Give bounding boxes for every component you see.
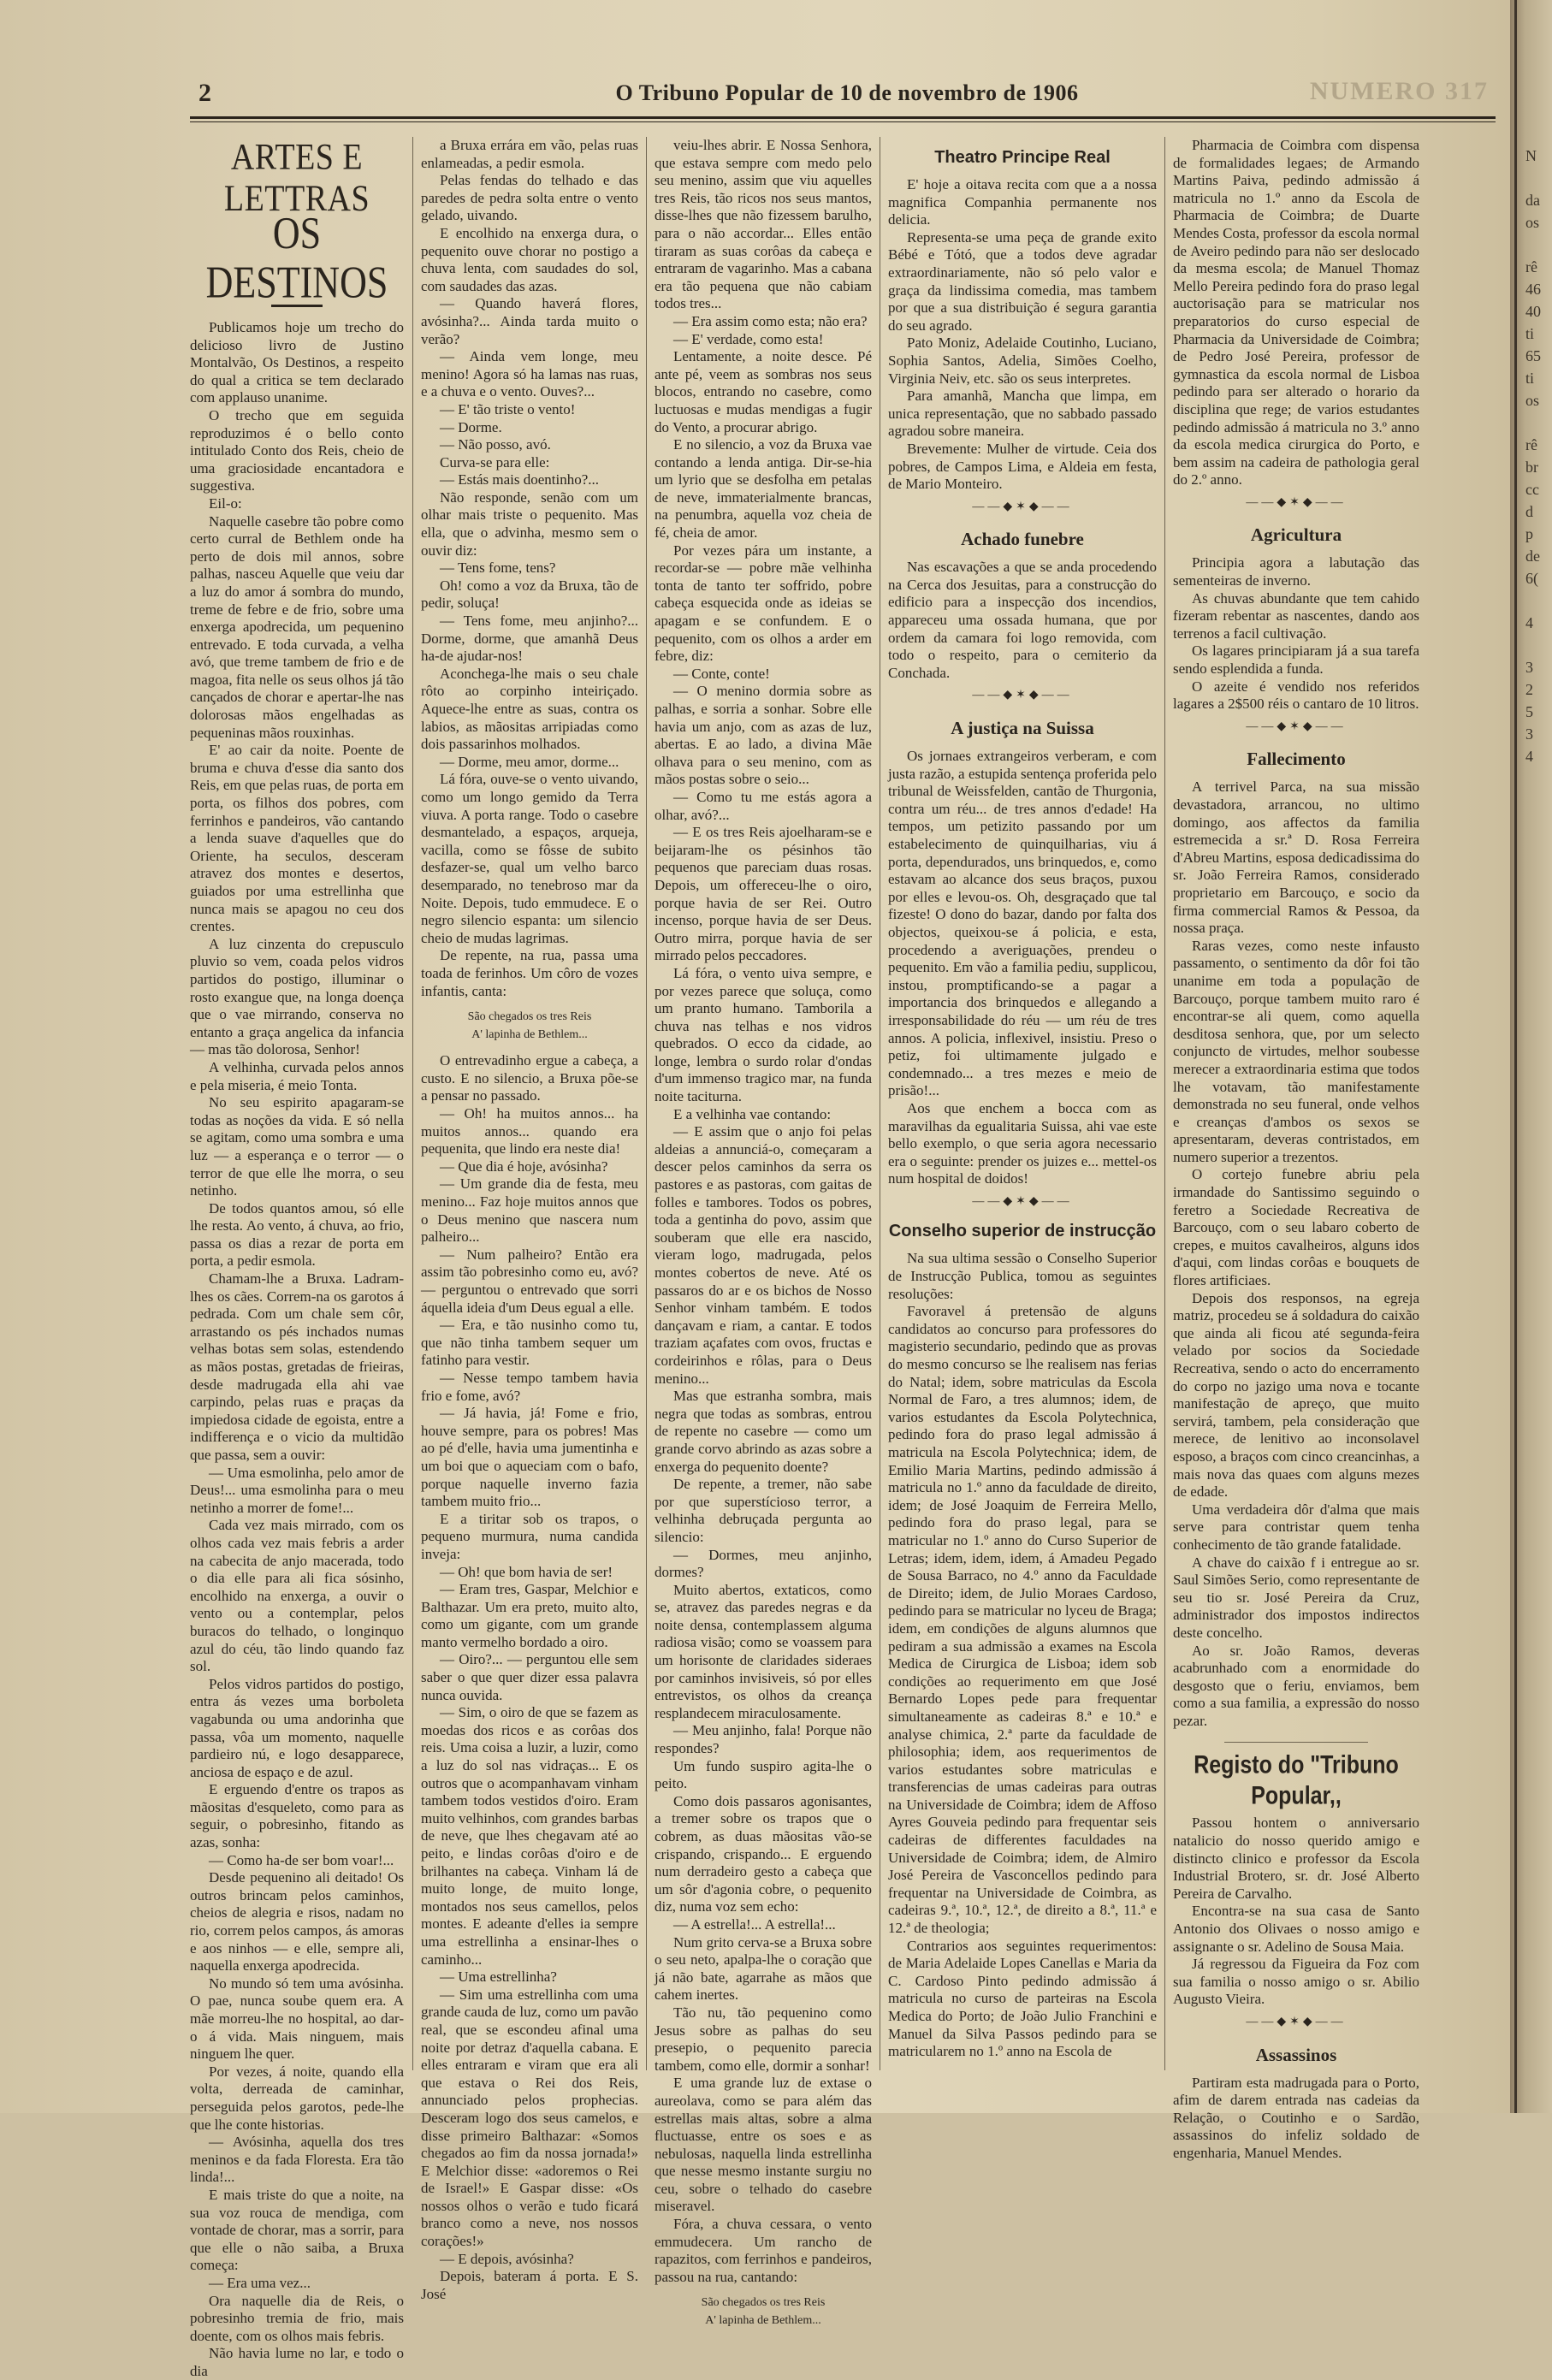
paragraph: Aconchega-lhe mais o seu chale rôto ao corpinho inteiriçado. Aquece-lhe entre as suas, contra os labios, as mãositas arripiadas como dois passarinhos molhados. <box>421 665 638 753</box>
paragraph: Por vezes, á noite, quando ella volta, derreada de caminhar, perseguida pelos garotos, pede-lhe que lhe conte historias. <box>190 2063 404 2133</box>
header-rule-thick <box>190 116 1496 119</box>
edge-fragment: 5 <box>1525 703 1533 720</box>
paragraph: — Era uma vez... <box>209 2274 311 2291</box>
paragraph: Na sua ultima sessão o Conselho Superior de Instrucção Publica, tomou as seguintes resoluções: <box>888 1250 1157 1302</box>
article-body <box>190 319 404 2380</box>
paragraph: Lá fóra, ouve-se o vento uivando, como um longo gemido da Terra viuva. A porta range. Todo o casebre desmantelado, a espaços, arqueja, vacilla, como se fôsse de subito desfazer-se, qual um velho barco desemparado, no tenebroso mar da Noite. Depois, tudo emmudece. E o negro silencio espanta: um silencio cheio de mudas lagrimas. <box>421 771 638 946</box>
paragraph: Favoravel á pretensão de alguns candidatos ao concurso para professores do magisterio secundario, pedindo que as provas do mesmo concurso se lhe realisem nas ferias do Natal; idem, sobre matriculas da Escola Normal de Faro, a tres alumnos; idem, de varios estudantes da Escola Polytechnica, pedindo fora do praso legal admissão á matricula na Escola Polytechnica; idem, de Emilio Maria Martins, pedindo admissão á matricula no 1.º anno da faculdade de direito, idem; de José Joaquim de Ferreira Mello, pedindo fora do praso legal, para se matricular no 1.º anno do Curso Superior de Letras; idem, idem, idem, á Amadeu Pegado de Sousa Barraco, no 4.º anno da Faculdade de Direito; idem, de Julio Moraes Cardoso, pedindo para se matricular no lyceu de Braga; idem, em condições de alguns alumnos que pediram a sua admissão a exames na Escola Medica de Cirurgica de Lisboa; idem sob condições ao requerimento em que José Bernardo Lopes pede para frequentar simultaneamente as cadeiras 8.ª e 10.ª e analyse chimica, 2.ª parte da faculdade de philosophia; idem, aos requerimentos de varios estudantes sobre matriculas e transferencias de umas cadeiras para outras na Universidade de Coimbra; idem de Affoso Ayres Gouveia pedindo para frequentar seis cadeiras de differentes faculdades na Universidade de Coimbra; idem, de Almiro José Pereira de Vasconcellos pedindo para frequentar na Universidade de Coimbra, as cadeiras 9.ª, 10.ª, 12.ª, de direito a 8.ª, 11.ª e 12.ª de theologia; <box>888 1303 1157 1937</box>
paragraph: E' hoje a oitava recita com que a a nossa magnifica Companhia permanente nos delicia. <box>888 176 1157 228</box>
paragraph: Muito abertos, extaticos, como se, atravez das paredes negras e da noite densa, contemplassem alguma radiosa visão; como se voassem para um horisonte de claridades sideraes por caminhos invisiveis, só por elles entrevistos, os olhos da creança resplandecem miraculosamente. <box>655 1581 872 1721</box>
paragraph: — Um grande dia de festa, meu menino... Faz hoje muitos annos que o Deus menino que nascera num palheiro... <box>421 1175 638 1246</box>
paragraph: Passou hontem o anniversario natalicio do nosso querido amigo e distincto clinico e professor da Escola Industrial Brotero, sr. dr. José Alberto Pereira de Carvalho. <box>1173 1815 1419 1902</box>
paragraph: E a velhinha vae contando: <box>673 1105 832 1122</box>
paragraph: veiu-lhes abrir. E Nossa Senhora, que estava sempre com medo pelo seu menino, assim que viu aquelles tres Reis, tão ricos nos seus mantos, disse-lhes que não fizessem barulho, para o não accordar... Elles então tiraram as suas corôas da cabeça e entraram de vagarinho. Mas a cabana era tão pequena que não cabiam todos tres... <box>655 137 872 312</box>
paragraph: — Uma estrellinha? <box>440 1969 557 1986</box>
article-body-continued <box>655 137 872 2330</box>
paragraph: Pelas fendas do telhado e das paredes de pedra solta entre o vento gelado, uivando. <box>421 172 638 224</box>
paragraph: O trecho que em seguida reproduzimos é o bello conto intitulado Conto dos Reis, cheio de uma graciosidade encantadora e suggestiva. <box>190 406 404 494</box>
edge-fragment: da <box>1525 192 1540 209</box>
paragraph: Ora naquelle dia de Reis, o pobresinho tremia de frio, mais doente, com os olhos mais febris. <box>190 2292 404 2344</box>
edge-fragment: ti <box>1525 325 1535 342</box>
paragraph: — E assim que o anjo foi pelas aldeias a annunciá-o, começaram a descer pelos caminhos da serra os pastores e as pastoras, com gaitas de folles e tambores. Todos os pobres, toda a gentinha do povo, assim que souberam que elle era nascido, vieram logo, madrugada, pelos montes cobertos de neve. Até os passaros do ar e os bichos de Nosso Senhor vinham também. E todos dançavam e riam, a cantar. E todos traziam açafates com ovos, fructas e cordeirinhos e rôlas, para o Deus menino... <box>655 1123 872 1387</box>
ornament-divider: ——◆✶◆—— <box>1246 495 1347 509</box>
paragraph: Aos que enchem a bocca com as maravilhas da egualitaria Suissa, ahi vae este bello exemplo, o que seria agora necessario era o seguinte: prender os juizes e... mettel-os num hospital de doidos! <box>888 1099 1157 1187</box>
edge-fragment: 6( <box>1525 570 1538 587</box>
paragraph: Contrarios aos seguintes requerimentos: de Maria Adelaide Lopes Canellas e Maria da C. Cardoso Pinto pedindo admissão á matricula no curso de parteiras na Escola Medica do Porto; de João Julio Franchini e Manuel da Silva Passos pedindo para se matricularem no 1.º anno na Escola de <box>888 1937 1157 2060</box>
paragraph: A terrivel Parca, na sua missão devastadora, arrancou, no ultimo domingo, aos affectos da familia estremecida a sr.ª D. Rosa Ferreira d'Abreu Martins, esposa dedicadissima do sr. João Ferreira Ramos, considerado proprietario em Barcouço, e socio da firma commercial Ramos & Pessoa, da nossa praça. <box>1173 779 1419 937</box>
column-3 <box>655 137 872 2328</box>
paragraph: A velhinha, curvada pelos annos e pela miseria, é meio Tonta. <box>190 1058 404 1093</box>
paragraph: E encolhido na enxerga dura, o pequenito ouve chorar no postigo a chuva lenta, com saudades do sol, com saudades das azas. <box>421 224 638 294</box>
masthead-title: O Tribuno Popular de 10 de novembro de 1906 <box>615 80 1079 105</box>
paragraph: Oh! como a voz da Bruxa, tão de pedir, soluça! <box>421 577 638 612</box>
theatro-body <box>888 176 1157 494</box>
edge-fragment: p <box>1525 525 1533 542</box>
edge-fragment: 40 <box>1525 303 1541 320</box>
paragraph: — Era assim como esta; não era? <box>673 312 868 329</box>
paragraph: Curva-se para elle: <box>440 453 550 471</box>
gutter-line <box>1514 0 1517 2113</box>
paragraph: — Num palheiro? Então era assim tão pobresinho como eu, avó? — perguntou o entrevado que sorri áquella ideia d'um Deus egual a elle. <box>421 1246 638 1316</box>
edge-fragment: cc <box>1525 481 1539 498</box>
ornament-divider: ——◆✶◆—— <box>1246 2016 1347 2028</box>
paragraph: A chave do caixão f i entregue ao sr. Saul Simões Serio, como representante de seu tio sr. José Pereira da Cruz, administrador dos impostos indirectos deste concelho. <box>1173 1554 1419 1641</box>
paragraph: — Sim, o oiro de que se fazem as moedas dos ricos e as corôas dos reis. Uma coisa a luzir, a luzir, como a luz do sol nas vidraças... E os outros que o acompanhavam vinham tambem todos vestidos d'oiro. Eram muito velhinhos, com grandes barbas de neve, que lhes chegavam até ao peito, e lindas corôas d'oiro e de brilhantes na cabeça. Vinham lá de muito longe, de muito longe, montados nos seus camellos, pelos montes. E adeante d'elles ia sempre uma estrellinha a ensinar-lhes o caminho... <box>421 1704 638 1968</box>
paragraph: Como dois passaros agonisantes, a tremer sobre os trapos que o cobrem, as duas mãositas vão-se crispando, crispando... E erguendo num derradeiro gesto a cabeça que um sôr d'agonia cobre, o pequenito diz, numa voz sem echo: <box>655 1792 872 1915</box>
paragraph: — Avósinha, aquella dos tres meninos e da fada Floresta. Era tão linda!... <box>190 2134 404 2186</box>
paragraph: — Nesse tempo tambem havia frio e fome, avó? <box>421 1369 638 1404</box>
paragraph: No mundo só tem uma avósinha. O pae, nunca soube quem era. A mãe morreu-lhe no hospital, ao dar-o á vida. Mais ninguem, mais ninguem lhe quer. <box>190 1974 404 2063</box>
column-1 <box>190 136 404 2379</box>
paragraph: — Já havia, já! Fome e frio, houve sempre, para os pobres! Mas ao pé d'elle, havia uma jumentinha e um boi que o aqueciam com o bafo, porque naquelle inverno fazia tambem muito frio... <box>421 1405 638 1510</box>
column-divider <box>412 137 413 2070</box>
edge-fragment: 3 <box>1525 725 1533 743</box>
assassinos-body <box>1173 2075 1419 2163</box>
paragraph: Lentamente, a noite desce. Pé ante pé, veem as sombras nos seus blocos, entrando no casebre, como luctuosas e mudas mendigas a fugir do Vento, a procurar abrigo. <box>655 348 872 435</box>
paragraph: E' ao cair da noite. Poente de bruma e chuva d'esse dia santo dos Reis, em que pelas ruas, de porta em porta, os filhos dos pobres, com ferrinhos e pandeiros, vão cantando a lenda suave d'aquelles que do Oriente, ha seculos, desceram atravez dos montes e desertos, guiados por uma estrellinha que nunca mais se apagou no ceu dos crentes. <box>190 742 404 935</box>
paragraph: — Sim uma estrellinha com uma grande cauda de luz, como um pavão real, que se escondeu afinal uma noite por detraz d'aquella cabana. E elles entraram e viram que era ali que estava o Rei dos Reis, annunciado pelos prophecias. Desceram logo dos seus camelos, e disse primeiro Balthazar: «Somos chegados ao fim da nossa jornada!» E Melchior disse: «adoremos o Rei de Israel!» E Gaspar disse: «Os nossos olhos o verão e tudo ficará branco como a neve, nos nossos corações!» <box>421 1986 638 2250</box>
fallecimento-heading: Fallecimento <box>1247 749 1346 770</box>
ornament-divider: ——◆✶◆—— <box>972 1194 1073 1208</box>
paragraph: Pelos vidros partidos do postigo, entra ás vezes uma borboleta vagabunda ou uma andorinha que passa, vôa um momento, naquelle pardieiro nú, e logo desapparece, anciosa de espaço e de azul. <box>190 1675 404 1780</box>
paragraph: — A estrella!... A estrella!... <box>673 1915 836 1933</box>
paragraph: Ao sr. João Ramos, deveras acabrunhado com a enormidade do desgosto que o feriu, enviamos, bem como a sua familia, a expressão do nosso pezar. <box>1173 1642 1419 1729</box>
section-rule <box>1224 1742 1368 1743</box>
paragraph: — Dorme. <box>440 418 502 435</box>
paragraph: — Uma esmolinha, pelo amor de Deus!... uma esmolinha para o meu netinho a morrer de fome!... <box>190 1464 404 1516</box>
paragraph: Principia agora a labutação das sementeiras de inverno. <box>1173 554 1419 589</box>
paragraph: São chegados os tres Reis A' lapinha de Bethlem... <box>701 2296 826 2328</box>
edge-fragment: 46 <box>1525 281 1541 298</box>
paragraph: E uma grande luz de extase o aureolava, como se para além das estrellas mais altas, sobre a alma fluctuasse, entre os soes e as nebulosas, naquella linda estrellinha que nesse mesmo instante surgiu no ceu, sobre o telhado do casebre miseravel. <box>655 2075 872 2215</box>
agricultura-heading: Agricultura <box>1250 524 1342 546</box>
paragraph: O cortejo funebre abriu pela irmandade do Santissimo seguindo o feretro a Sociedade Recreativa de Barcouço, com o seu labaro coberto de crepes, e muitos cavalheiros, alguns idos d'aqui, com lindas corôas e bouquets de flores artificiaes. <box>1173 1166 1419 1289</box>
conselho-heading: Conselho superior de instrucção <box>888 1222 1157 1241</box>
paragraph: De todos quantos amou, só elle lhe resta. Ao vento, á chuva, ao frio, passa os dias a rezar de porta em porta, a pedir esmola. <box>190 1199 404 1270</box>
paragraph: Chamam-lhe a Bruxa. Ladram-lhes os cães. Correm-na os garotos á pedrada. Com um chale sem côr, arrastando os pés inchados numas velhas botas sem solas, estendendo as mãos postas, gretadas de frieiras, desde madrugada ella ahi vae carpindo, pelas ruas e praças da impiedosa cidade de egoista, entre a indifferença e o vicio da multidão que passa, sem a ouvir: <box>190 1270 404 1463</box>
justica-body <box>888 748 1157 1188</box>
paragraph: As chuvas abundante que tem cahido fizeram rebentar as nascentes, dando aos terrenos a facil cultivação. <box>1173 589 1419 642</box>
achado-heading: Achado funebre <box>961 529 1084 550</box>
paragraph: — E' verdade, como esta! <box>673 330 824 347</box>
paragraph: O entrevadinho ergue a cabeça, a custo. E no silencio, a Bruxa põe-se a pensar no passado. <box>421 1052 638 1104</box>
theatro-heading: Theatro Principe Real <box>934 148 1111 167</box>
column-5 <box>1173 137 1419 2161</box>
article-body-continued <box>421 137 638 2303</box>
paragraph: — Oh! que bom havia de ser! <box>440 1563 613 1580</box>
paragraph: — Como ha-de ser bom voar!... <box>209 1851 394 1868</box>
paragraph: Lá fóra, o vento uiva sempre, e por vezes parece que soluça, como um pranto humano. Tamborila a chuva nas telhas e nos vidros quebrados. O ecco da cidade, ao longe, lembra o surdo rolar d'ondas d'um immenso tragico mar, na funda noite taciturna. <box>655 964 872 1105</box>
paragraph: Os lagares principiaram já a sua tarefa sendo esplendida a funda. <box>1173 642 1419 678</box>
paragraph: — Não posso, avó. <box>440 436 551 453</box>
paragraph: Já regressou da Figueira da Foz com sua familia o nosso amigo o sr. Abilio Augusto Vieira. <box>1173 1956 1419 2008</box>
achado-body <box>888 559 1157 682</box>
paragraph: Eil-o: <box>209 494 242 512</box>
edge-fragment: 4 <box>1525 614 1533 631</box>
paragraph: Depois, bateram á porta. E S. José <box>421 2268 638 2302</box>
paragraph: E mais triste do que a noite, na sua voz rouca de mendiga, com vontade de chorar, mas a sorrir, para que elle o não saiba, a Bruxa começa: <box>190 2186 404 2274</box>
paragraph: Não havia lume no lar, e todo o dia <box>190 2345 404 2379</box>
paragraph: Os jornaes extrangeiros verberam, e com justa razão, a estupida sentença proferida pelo tribunal de Weissfelden, cantão de Thurgonia, contra um réu... de tres annos d'edade! Ha tempos, um petizito passando por um estabelecimento de quinquilharias, viu á porta, dependurados, uns brinquedos, e, como estavam ao alcance dos seus braços, puxou por elles e levou-os. Oh, desgraçado que tal fizeste! O dono do bazar, dando por falta dos objectos, queixou-se á policia, e esta, procedendo a averiguações, prendeu o pequenito. Em vão a familia pediu, supplicou, instou, promptificando-se a pagar a importancia dos brinquedos e allegando a irresponsabilidade do réu — um réu de tres annos. A policia, inflexivel, insistiu. Preso o petiz, foi ultimamente julgado e condemnado... a tres mezes e meio de prisão!... <box>888 748 1157 1099</box>
paragraph: — Tens fome, tens? <box>440 559 556 577</box>
paragraph: — Era, e tão nusinho como tu, que não tinha tambem sequer um fatinho para vestir. <box>421 1317 638 1369</box>
paragraph: — Que dia é hoje, avósinha? <box>440 1157 608 1175</box>
edge-fragment: d <box>1525 503 1533 520</box>
ornament-divider: ——◆✶◆—— <box>1246 719 1347 733</box>
paragraph: São chegados os tres Reis A' lapinha de Bethlem... <box>467 1010 592 1041</box>
edge-fragment: 2 <box>1525 681 1533 698</box>
justica-heading: A justiça na Suissa <box>951 718 1094 739</box>
bleed-through-text: NUMERO 317 <box>1309 77 1489 105</box>
article-title: OS DESTINOS <box>205 208 388 308</box>
paragraph: — Dormes, meu anjinho, dormes? <box>655 1546 872 1581</box>
paragraph: Cada vez mais mirrado, com os olhos cada vez mais febris a arder na cabecita de anjo macerada, todo o dia elle para ali fica sósinho, encolhido na enxerga, a ouvir o vento ou a contemplar, pelos buracos do telhado, o longinquo azul do céu, tão lindo quando faz sol. <box>190 1517 404 1675</box>
paragraph: Tão nu, tão pequenino como Jesus sobre as palhas do seu presepio, o pequenito parecia tambem, como elle, dormir a sonhar! <box>655 2004 872 2074</box>
registo-body <box>1173 1815 1419 2009</box>
paragraph: — Tens fome, meu anjinho?... Dorme, dorme, que amanhã Deus ha-de ajudar-nos! <box>421 613 638 665</box>
paragraph: Desde pequenino ali deitado! Os outros brincam pelos caminhos, cheios de alegria e risos, nadam no rio, correm pelos campos, ás amoras e aos ninhos — e elle, sempre ali, naquella enxerga apodrecida. <box>190 1869 404 1974</box>
page-number: 2 <box>198 79 211 107</box>
paragraph: a Bruxa errára em vão, pelas ruas enlameadas, a pedir esmola. <box>421 137 638 171</box>
paragraph: — Estás mais doentinho?... <box>440 471 600 488</box>
paragraph: Partiram esta madrugada para o Porto, afim de darem entrada nas cadeias da Relação, o Coutinho e o Sardão, assassinos do infeliz soldado de engenharia, Manuel Mendes. <box>1173 2074 1419 2161</box>
paragraph: O azeite é vendido nos referidos lagares a 2$500 réis o cantaro de 10 litros. <box>1173 678 1419 713</box>
paragraph: Publicamos hoje um trecho do delicioso livro de Justino Montalvão, Os Destinos, a respeito do qual a critica se tem declarado com applauso unanime. <box>190 319 404 406</box>
paragraph: Pharmacia de Coimbra com dispensa de formalidades legaes; de Armando Martins Paiva, pedindo admissão á matricula no 1.º anno da Escola de Pharmacia de Coimbra; de Duarte Mendes Costa, professor da escola normal de Aveiro pedindo para não ser deslocado da mesma escola; de Manuel Thomaz Mello Pereira pedindo fora do praso legal auctorisação para se matricular nos preparatorios do curso especial de Pharmacia da Universidade de Coimbra; de Pedro José Pereira, professor de gymnastica da escola normal de Lisboa pedindo para ser alterado o horario da disciplina que rege; de varios estudantes pedindo admissão á matricula no 3.º anno da escola medica cirurgica do Porto, e bem assim na cadeira de pathologia geral do 2.º anno. <box>1173 137 1419 488</box>
conselho-body <box>888 1250 1157 2060</box>
paragraph: Brevemente: Mulher de virtude. Ceia dos pobres, de Campos Lima, e Aldeia em festa, de Mario Monteiro. <box>888 440 1157 493</box>
section-title: ARTES E LETTRAS <box>223 136 370 220</box>
edge-fragment: os <box>1525 392 1540 409</box>
edge-fragment: 65 <box>1525 347 1541 364</box>
paragraph: Raras vezes, como neste infausto passamento, o sentimento da dôr foi tão unanime em toda a população de Barcouço, porque tambem muito raro é encontrar-se ali quem, como aquella desditosa senhora, que, por um selecto conjuncto de virtudes, melhor soubesse merecer a extraordinaria estima que todos lhe votavam, tão manifestamente demonstrada no seu funeral, onde velhos e creanças d'ambos os sexos se apresentaram, deveras contristados, em numero superior a trezentos. <box>1173 937 1419 1165</box>
paragraph: Num grito cerva-se a Bruxa sobre o seu neto, apalpa-lhe o coração que já não bate, agarrahe as mãos que cahem inertes. <box>655 1933 872 2004</box>
paragraph: De repente, a tremer, não sabe por que superstícioso terror, a velhinha debruçada pergunta ao silencio: <box>655 1476 872 1545</box>
paragraph: — E depois, avósinha? <box>440 2250 574 2267</box>
edge-fragment: N <box>1525 147 1537 164</box>
header-rule-thin <box>190 121 1496 122</box>
paragraph: — E os tres Reis ajoelharam-se e beijaram-lhe os pésinhos tão pequenos que pareciam duas rosas. Depois, um offereceu-lhe o oiro, porque havia de ser Rei. Outro incenso, porque havia de ser Deus. Outro mirra, porque havia de ser mirrado pelos peccadores. <box>655 824 872 964</box>
paragraph: A luz cinzenta do crepusculo pluvio so vem, coada pelos vidros partidos do postigo, illuminar o rosto exangue que, na longa doença que o vae mirrando, conserva no entanto a graça angelica da infancia — mas tão dolorosa, Senhor! <box>190 935 404 1058</box>
paragraph: — Dorme, meu amor, dorme... <box>440 753 619 770</box>
assassinos-heading: Assassinos <box>1255 2044 1337 2065</box>
edge-fragment: os <box>1525 214 1540 231</box>
paragraph: Uma verdadeira dôr d'alma que mais serve para contristar quem tenha conhecimento de tão grande fatalidade. <box>1173 1501 1419 1553</box>
paragraph: — Ainda vem longe, meu menino! Agora só ha lamas nas ruas, e a chuva e o vento. Ouves?... <box>421 348 638 400</box>
paragraph: Encontra-se na sua casa de Santo Antonio dos Olivaes o nosso amigo e assignante o sr. Adelino de Sousa Maia. <box>1173 1903 1419 1955</box>
paragraph: — Quando haverá flores, avósinha?... Ainda tarda muito o verão? <box>421 295 638 347</box>
paragraph: Mas que estranha sombra, mais negra que todas as sombras, entrou de repente no casebre — como um grande corvo abrindo as azas sobre a enxerga do pequenito doente? <box>655 1388 872 1475</box>
column-2 <box>421 137 638 2302</box>
edge-fragment: 3 <box>1525 659 1533 676</box>
paragraph: — Eram tres, Gaspar, Melchior e Balthazar. Um era preto, muito alto, como um gigante, com um grande manto vermelho bordado a oiro. <box>421 1581 638 1650</box>
paragraph: E a tiritar sob os trapos, o pequeno murmura, numa candida inveja: <box>421 1510 638 1562</box>
paragraph: Representa-se uma peça de grande exito Bébé e Tótó, que a todos deve agradar extraordinariamente, não só pelo valor e graça da lindissima comedia, mas tambem por que a sua distribuição é segura garantia do seu agrado. <box>888 228 1157 334</box>
edge-fragment: 4 <box>1525 748 1533 765</box>
paragraph: — Oiro?... — perguntou elle sem saber o que quer dizer essa palavra nunca ouvida. <box>421 1651 638 1703</box>
paragraph: Fóra, a chuva cessara, o vento emmudecera. Um rancho de rapazitos, com ferrinhos e pandeiros, passou na rua, cantando: <box>655 2216 872 2285</box>
paragraph: Nas escavações a que se anda procedendo na Cerca dos Jesuitas, para a construcção do edificio para a inspecção dos incendios, appareceu uma ossada humana, que por ordem da camara foi logo removida, com todo o respeito, para o cemiterio da Conchada. <box>888 559 1157 681</box>
edge-fragment: rê <box>1525 258 1537 275</box>
paragraph: Para amanhã, Mancha que limpa, em unica representação, que no sabbado passado agradou sobre maneira. <box>888 388 1157 440</box>
agricultura-body <box>1173 554 1419 713</box>
conselho-body-continued <box>1173 137 1419 489</box>
edge-fragment: de <box>1525 548 1540 565</box>
paragraph: Naquelle casebre tão pobre como certo curral de Bethlem onde ha perto de dois mil annos, sobre palhas, nasceu Aquelle que veiu dar a luz do amor á sombra do mundo, treme de febre e de frio, sobre uma enxerga apodrecida, um pequenino entrevado. E toda curvada, a velha avó, que treme tambem de frio e de magoa, fita nelle os seus olhos já tão cançados de chorar e apertar-lhe nas dolorosas mãos engelhadas as pequeninas mãos rouxinhas. <box>190 512 404 741</box>
ornament-divider: ——◆✶◆—— <box>972 689 1073 702</box>
ornament-divider: ——◆✶◆—— <box>972 500 1073 513</box>
column-4 <box>888 137 1157 2070</box>
edge-fragment: ti <box>1525 370 1535 387</box>
paragraph: E erguendo d'entre os trapos as mãositas d'esqueleto, como para as seguir, o pobresinho, fitando as azas, sonha: <box>190 1781 404 1851</box>
paragraph: Um fundo suspiro agita-lhe o peito. <box>655 1757 872 1792</box>
paragraph: — O menino dormia sobre as palhas, e sorria a sonhar. Sobre elle havia um anjo, com as azas de luz, abertas. E ao lado, a divina Mãe olhava para o seu menino, com as mãos postas sobre o seio... <box>655 683 872 788</box>
registo-heading: Registo do "Tribuno Popular,, <box>1194 1750 1399 1811</box>
paragraph: — Como tu me estás agora a olhar, avó?... <box>655 788 872 823</box>
paragraph: — Oh! ha muitos annos... ha muitos annos... quando era pequenita, que lindo era neste dia! <box>421 1105 638 1157</box>
edge-fragment: br <box>1525 459 1538 476</box>
fallecimento-body <box>1173 779 1419 1730</box>
paragraph: — E' tão triste o vento! <box>440 400 576 417</box>
paragraph: Depois dos responsos, na egreja matriz, procedeu se á soldadura do caixão que ainda ali ficou até segunda-feira velado por socios da Sociedade Recreativa, sendo o acto do encerramento do corpo no jazigo uma nova e tocante manifestação de apreço, que muito servirá, tambem, pela consideração que merece, de lenitivo ao inconsolavel esposo, a braços com cinco creancinhas, a mais nova das quaes com alguns mezes de edade. <box>1173 1289 1419 1501</box>
edge-fragment: rê <box>1525 436 1537 453</box>
paragraph: Por vezes pára um instante, a recordar-se — pobre mãe velhinha tonta de tanto ter soffrido, pobre cabeça esquecida onde as ideias se apagam e se confundem. E o pequenito, com os olhos a arder em febre, diz: <box>655 542 872 665</box>
page-header <box>188 79 1497 113</box>
paragraph: — Meu anjinho, fala! Porque não respondes? <box>655 1722 872 1757</box>
column-divider <box>646 137 647 2070</box>
column-divider <box>1164 137 1165 2070</box>
paragraph: Não responde, senão com um olhar mais triste o pequenito. Mas ella, que o advinha, mesmo sem o ouvir diz: <box>421 488 638 559</box>
paragraph: — Conte, conte! <box>673 665 770 682</box>
paragraph: Pato Moniz, Adelaide Coutinho, Luciano, Sophia Santos, Adelia, Simões Coelho, Virginia Neiv, etc. são os seus interpretes. <box>888 335 1157 387</box>
paragraph: No seu espirito apagaram-se todas as noções da vida. E só nella se agitam, como uma sombra e uma luz — a esperança e o terror — o terror de que elle lhe morra, o seu netinho. <box>190 1094 404 1199</box>
paragraph: E no silencio, a voz da Bruxa vae contando a lenda antiga. Dir-se-hia um lyrio que se desfolha em petalas de neve, immaterialmente brancas, na penumbra, aquella voz cheia de fé, cheia de amor. <box>655 436 872 542</box>
paragraph: De repente, na rua, passa uma toada de ferinhos. Um côro de vozes infantis, canta: <box>421 947 638 999</box>
